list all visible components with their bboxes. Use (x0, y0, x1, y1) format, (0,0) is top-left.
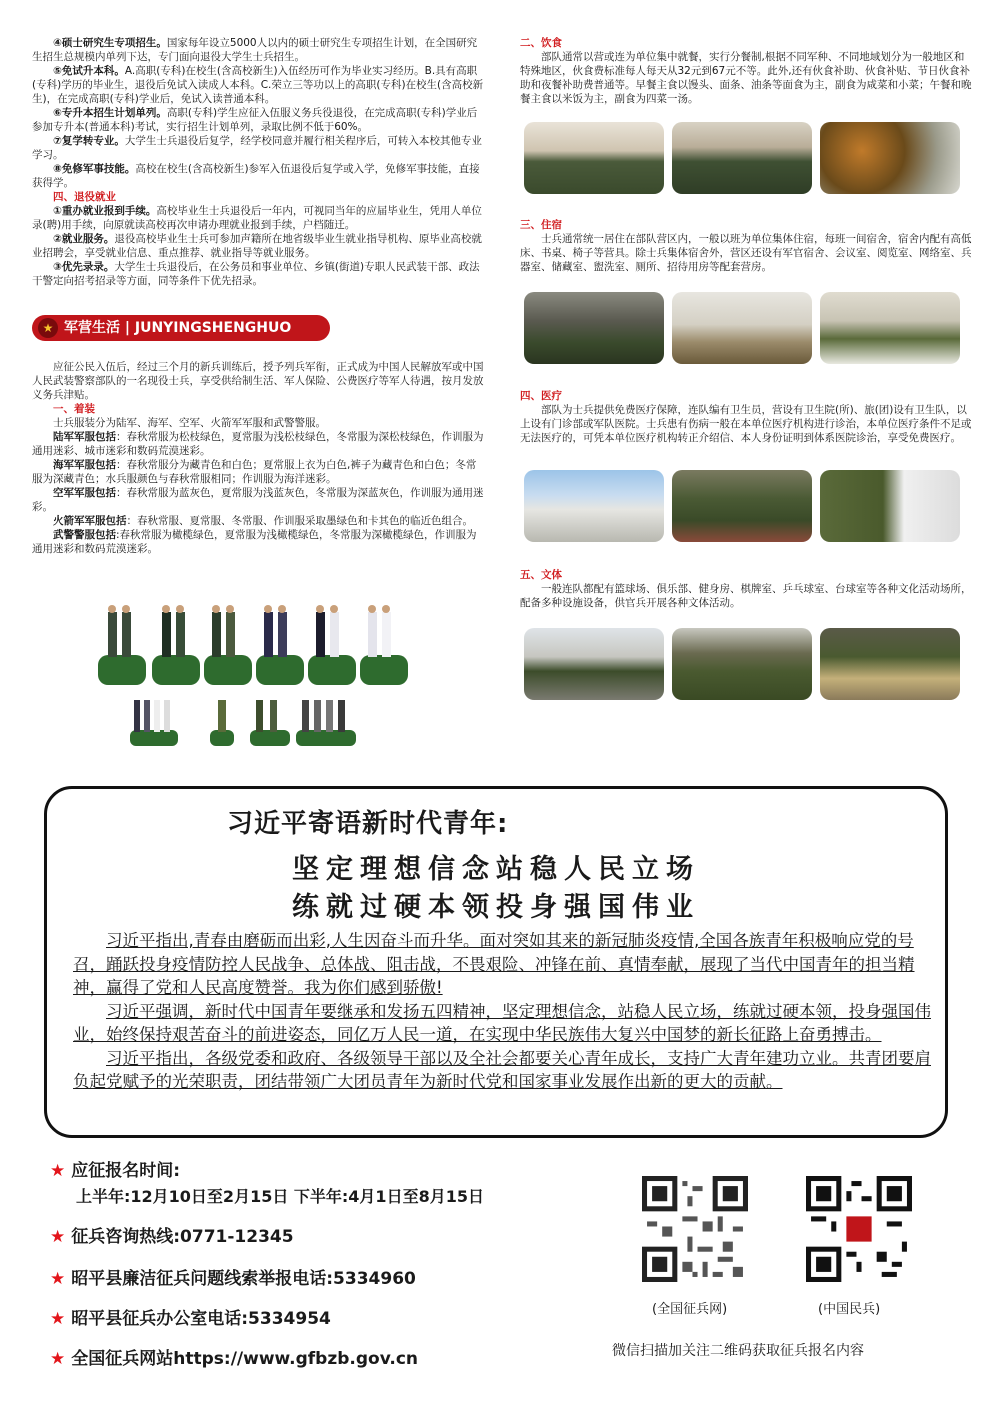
list-item (32, 528, 484, 556)
photo-sports-1 (524, 628, 664, 700)
info-website (50, 1344, 418, 1369)
item-label: ②就业服务。 (53, 233, 115, 245)
junying-banner: ★ 军营生活 | JUNYINGSHENGHUO (32, 315, 330, 341)
qr-icon (642, 1176, 748, 1282)
item-text: 高职(专科)学生应征入伍服义务兵役退役，在完成高职(专科)学业后参加专升本(普通本科)考试，实行招生计划单列，录取比例不低于60%。 (32, 107, 478, 133)
photo-medical-2 (672, 470, 812, 542)
section-title: 四、医疗 (520, 390, 562, 402)
photo-sports-2 (672, 628, 812, 700)
qr-label-militia: (中国民兵) (818, 1302, 881, 1317)
star-icon: ★ (50, 1309, 66, 1329)
list-item (32, 106, 484, 134)
item-text: ：春秋常服、夏常服、冬常服、作训服采取墨绿色和卡其色的临近色组合。 (126, 515, 473, 527)
item-text: 高校毕业生士兵退役后一年内，可视同当年的应届毕业生，凭用人单位录(聘)用手续，向原就读高校再次申请办理就业报到手续，户档随迁。 (32, 205, 482, 231)
camp-life-text (32, 360, 484, 556)
banner-pinyin: JUNYINGSHENGHUO (134, 320, 292, 336)
uniform-group-1 (98, 605, 408, 685)
info-office (50, 1304, 331, 1329)
list-item (32, 458, 484, 486)
star-icon: ★ (50, 1269, 66, 1289)
hotline-text: 征兵咨询热线:0771-12345 (71, 1227, 294, 1247)
item-text: 国家每年设立5000人以内的硕士研究生专项招生计划，在全国研究生招生总规模内单列下达，专门面向退役大学生士兵招生。 (32, 37, 478, 63)
section-text: 部队为士兵提供免费医疗保障，连队编有卫生员，营设有卫生院(所)、旅(团)设有卫生队，以上设有门诊部或军队医院。士兵患有伤病一般在本单位医疗机构进行诊治，本单位医疗条件不足或无法医疗的，可凭本单位医疗机构转正介绍信、本人身份证明到体系医院诊治，享受免费医疗。 (520, 404, 972, 444)
star-icon: ★ (50, 1349, 66, 1369)
item-text: A.高职(专科)在校生(含高校新生)入伍经历可作为毕业实习经历。B.具有高职(专科)学历的毕业生，退役后免试入读成人本科。C.荣立三等功以上的高职(专科)在校生(含高校新生)，在完成高职(专科)学业后，免试入读普通本科。 (32, 65, 484, 105)
section-diet (520, 36, 972, 106)
quote-box (44, 786, 948, 1138)
list-item (32, 514, 484, 528)
dress-intro: 士兵服装分为陆军、海军、空军、火箭军军服和武警警服。 (53, 417, 326, 429)
section-title: 二、饮食 (520, 37, 562, 49)
item-text: 退役高校毕业生士兵可参加声籍所在地省级毕业生就业指导机构、原毕业高校就业招聘会，享受就业信息、重点推荐、就业指导等就业服务。 (32, 233, 482, 259)
photo-dining-3 (820, 122, 960, 194)
item-label: ①重办就业报到手续。 (53, 205, 157, 217)
section-title: 三、住宿 (520, 219, 562, 231)
uniform-figures-svg (90, 600, 430, 750)
star-icon: ★ (50, 1161, 66, 1181)
list-item (32, 162, 484, 190)
quote-paragraph: 习近平强调，新时代中国青年要继承和发扬五四精神，坚定理想信念，站稳人民立场，练就过硬本领，投身强国伟业，始终保持艰苦奋斗的前进姿态，同亿万人民一道，在实现中华民族伟大复兴中国梦的新长征路上奋勇搏击。 (73, 1001, 931, 1044)
list-item (32, 232, 484, 260)
star-icon: ★ (50, 1227, 66, 1247)
section-title: 一、着装 (53, 403, 95, 415)
photo-sports-3 (820, 628, 960, 700)
item-label: ⑦复学转专业。 (53, 135, 125, 147)
list-item (32, 260, 484, 288)
item-text: ：春秋常服分为藏青色和白色；夏常服上衣为白色,裤子为藏青色和白色；冬常服为深藏青色；水兵服颜色与春秋常服相同；作训服为海洋迷彩。 (32, 459, 477, 485)
office-text: 昭平县征兵办公室电话:5334954 (71, 1309, 331, 1329)
item-text: ：春秋常服为松枝绿色，夏常服为浅松枝绿色，冬常服为深松枝绿色，作训服为通用迷彩、城市迷彩和数码荒漠迷彩。 (32, 431, 484, 457)
info-report (50, 1264, 416, 1289)
info-hotline (50, 1222, 294, 1247)
qr-caption: 微信扫描加关注二维码获取征兵报名内容 (612, 1343, 864, 1359)
section-title: 五、文体 (520, 569, 562, 581)
quote-line-1: 坚定理想信念站稳人民立场 (292, 854, 700, 885)
intro-paragraph: 应征公民入伍后，经过三个月的新兵训练后，授予列兵军衔，正式成为中国人民解放军或中国人民武装警察部队的一名现役士兵，享受供给制生活、军人保险、公费医疗等军人待遇，按月发放义务兵津贴。 (32, 361, 484, 401)
quote-paragraph: 习近平指出，各级党委和政府、各级领导干部以及全社会都要关心青年成长，支持广大青年建功立业。共青团要肩负起党赋予的光荣职责，团结带领广大团员青年为新时代党和国家事业发展作出新的更大的贡献。 (73, 1048, 931, 1091)
time-value: 上半年:12月10日至2月15日 下半年:4月1日至8月15日 (76, 1187, 484, 1206)
item-text: 大学生士兵退役后，在公务员和事业单位、乡镇(街道)专职人民武装干部、政法干警定向招考招录等方面，同等条件下优先招录。 (32, 261, 480, 287)
uniform-models-image (90, 600, 430, 750)
quote-paragraph: 习近平指出,青春由磨砺而出彩,人生因奋斗而升华。面对突如其来的新冠肺炎疫情,全国各族青年积极响应党的号召，踊跃投身疫情防控人民战争、总体战、阻击战，不畏艰险、冲锋在前、真情奉献，展现了当代中国青年的担当精神，赢得了党和人民高度赞誉。我为你们感到骄傲! (73, 931, 915, 997)
quote-line-2: 练就过硬本领投身强国伟业 (292, 892, 700, 923)
item-label: 空军军服包括 (53, 487, 116, 499)
star-icon: ★ (38, 318, 58, 338)
item-label: 武警警服包括 (53, 529, 116, 541)
quote-title: 习近平寄语新时代青年: (227, 809, 509, 839)
list-item (32, 64, 484, 106)
qr-label-national: (全国征兵网) (652, 1302, 728, 1317)
photo-dining-2 (672, 122, 812, 194)
section-text: 士兵通常统一居住在部队营区内，一般以班为单位集体住宿，每班一间宿舍，宿舍内配有高低床、书桌、椅子等营具。除士兵集体宿舍外，营区还设有军官宿舍、会议室、阅览室、网络室、兵器室、储藏室、盥洗室、厕所、招待用房等配套营房。 (520, 233, 972, 273)
section-housing (520, 218, 972, 274)
section-text: 一般连队都配有篮球场、俱乐部、健身房、棋牌室、乒乓球室、台球室等各种文化活动场所，配备多种设施设备，供官兵开展各种文体活动。 (520, 583, 972, 609)
item-label: ⑤免试升本科。 (53, 65, 125, 77)
list-item (32, 36, 484, 64)
list-item (32, 486, 484, 514)
item-text: :春秋常服为橄榄绿色，夏常服为浅橄榄绿色，冬常服为深橄榄绿色，作训服为通用迷彩和数码荒漠迷彩。 (32, 529, 477, 555)
item-label: ③优先录录。 (53, 261, 115, 273)
uniform-group-2 (130, 700, 356, 746)
section-medical (520, 389, 972, 445)
banner-label: 军营生活 (64, 320, 120, 336)
quote-body (73, 929, 939, 1094)
time-label: 应征报名时间: (71, 1161, 181, 1181)
section-sports (520, 568, 972, 610)
list-item (32, 430, 484, 458)
item-label: 海军军服包括 (53, 459, 116, 471)
item-label: 陆军军服包括 (53, 431, 116, 443)
list-item (32, 204, 484, 232)
photo-dining-1 (524, 122, 664, 194)
photo-housing-1 (524, 292, 664, 364)
left-column (32, 36, 484, 288)
qr-code-national[interactable] (642, 1176, 748, 1282)
section-title: 四、退役就业 (53, 191, 116, 203)
website-link[interactable]: 全国征兵网站https://www.gfbzb.gov.cn (71, 1349, 419, 1369)
photo-medical-1 (524, 470, 664, 542)
photo-housing-2 (672, 292, 812, 364)
item-label: 火箭军军服包括 (53, 515, 127, 527)
info-time (50, 1156, 180, 1181)
section-text: 部队通常以营或连为单位集中就餐，实行分餐制,根据不同军种、不同地域划分为一般地区和特殊地区，伙食费标准每人每天从32元到67元不等。此外,还有伙食补助、伙食补贴、节日伙食补助和夜餐补助费普通等。早餐主食以馒头、面条、油条等面食为主，副食为咸菜和小菜；午餐和晚餐主食以米饭为主，副食为四菜一汤。 (520, 51, 972, 105)
list-item (32, 134, 484, 162)
item-text: 高校在校生(含高校新生)参军入伍退役后复学或入学，免修军事技能，直接获得学。 (32, 163, 480, 189)
qr-icon (806, 1176, 912, 1282)
item-text: ：春秋常服为蓝灰色，夏常服为浅蓝灰色，冬常服为深蓝灰色，作训服为通用迷彩。 (32, 487, 484, 513)
item-text: 大学生士兵退役后复学，经学校同意并履行相关程序后，可转入本校其他专业学习。 (32, 135, 482, 161)
report-text: 昭平县廉洁征兵问题线索举报电话:5334960 (71, 1269, 416, 1289)
qr-code-militia[interactable] (806, 1176, 912, 1282)
photo-housing-3 (820, 292, 960, 364)
item-label: ⑧免修军事技能。 (53, 163, 136, 175)
photo-medical-3 (820, 470, 960, 542)
item-label: ⑥专升本招生计划单列。 (53, 107, 167, 119)
item-label: ④硕士研究生专项招生。 (53, 37, 167, 49)
